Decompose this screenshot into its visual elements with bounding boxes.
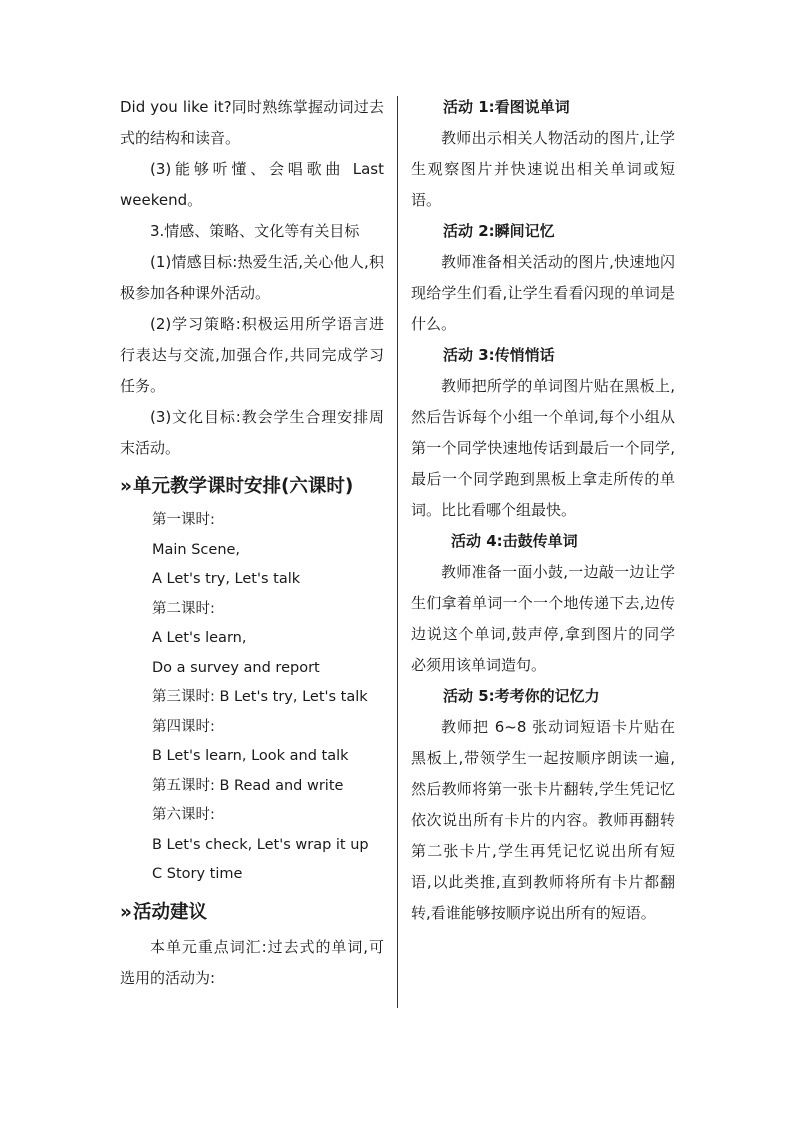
schedule-line: 第二课时: (152, 600, 215, 617)
section-title: 单元教学课时安排(六课时) (132, 476, 354, 497)
activity-title: 活动 4:击鼓传单词 (451, 532, 578, 550)
schedule-line: 第五课时: B Read and write (152, 777, 344, 794)
section-title: 活动建议 (132, 901, 207, 923)
activity-body: 教师把 6~8 张动词短语卡片贴在黑板上,带领学生一起按顺序朗读一遍,然后教师将第一张卡片翻转,学生凭记忆依次说出所有卡片的内容。教师再翻转第二张卡片,学生再凭记忆说出所有短语,以此类推,直到教师将所有卡片都翻转,看谁能够按顺序说出所有的短语。 (411, 718, 675, 922)
section-heading-activities (120, 894, 384, 932)
left-column (120, 92, 384, 994)
schedule-line: A Let's learn, (152, 630, 247, 646)
paragraph: (3)能够听懂、会唱歌曲 Last weekend。 (120, 160, 384, 209)
column-divider (397, 96, 398, 1008)
paragraph: 本单元重点词汇:过去式的单词,可选用的活动为: (120, 937, 384, 987)
activity-title: 活动 2:瞬间记忆 (443, 222, 555, 240)
section-heading-schedule (120, 468, 384, 506)
activity-body: 教师准备一面小鼓,一边敲一边让学生们拿着单词一个一个地传递下去,边传边说这个单词,鼓声停,拿到图片的同学必须用该单词造句。 (411, 563, 675, 674)
schedule-line: Do a survey and report (152, 659, 320, 676)
double-chevron-icon: » (120, 901, 127, 923)
schedule-line: A Let's try, Let's talk (152, 571, 301, 587)
schedule-line: 第三课时: B Let's try, Let's talk (152, 689, 368, 705)
activity-body: 教师把所学的单词图片贴在黑板上,然后告诉每个小组一个单词,每个小组从第一个同学快速地传话到最后一个同学,最后一个同学跑到黑板上拿走所传的单词。比比看哪个组最快。 (411, 377, 675, 519)
activity-title: 活动 5:考考你的记忆力 (443, 687, 600, 705)
paragraph: 3.情感、策略、文化等有关目标 (150, 222, 360, 240)
paragraph: (1)情感目标:热爱生活,关心他人,积极参加各种课外活动。 (120, 253, 384, 302)
schedule-line: Main Scene, (152, 541, 241, 558)
activity-body: 教师出示相关人物活动的图片,让学生观察图片并快速说出相关单词或短语。 (411, 129, 675, 209)
schedule-line: B Let's check, Let's wrap it up (152, 836, 369, 853)
activity-body: 教师准备相关活动的图片,快速地闪现给学生们看,让学生看看闪现的单词是什么。 (411, 253, 675, 333)
paragraph: (3)文化目标:教会学生合理安排周末活动。 (120, 408, 384, 457)
schedule-list (120, 506, 384, 890)
paragraph: Did you like it?同时熟练掌握动词过去式的结构和读音。 (120, 98, 384, 147)
paragraph: (2)学习策略:积极运用所学语言进行表达与交流,加强合作,共同完成学习任务。 (120, 315, 384, 395)
schedule-line: 第六课时: (152, 807, 215, 823)
activity-title: 活动 1:看图说单词 (443, 98, 570, 116)
schedule-line: 第四课时: (152, 718, 215, 735)
schedule-line: C Story time (152, 866, 243, 882)
schedule-line: 第一课时: (152, 512, 215, 528)
activity-title: 活动 3:传悄悄话 (443, 346, 555, 364)
double-chevron-icon: » (120, 476, 127, 497)
schedule-line: B Let's learn, Look and talk (152, 748, 349, 764)
right-column (411, 92, 675, 929)
